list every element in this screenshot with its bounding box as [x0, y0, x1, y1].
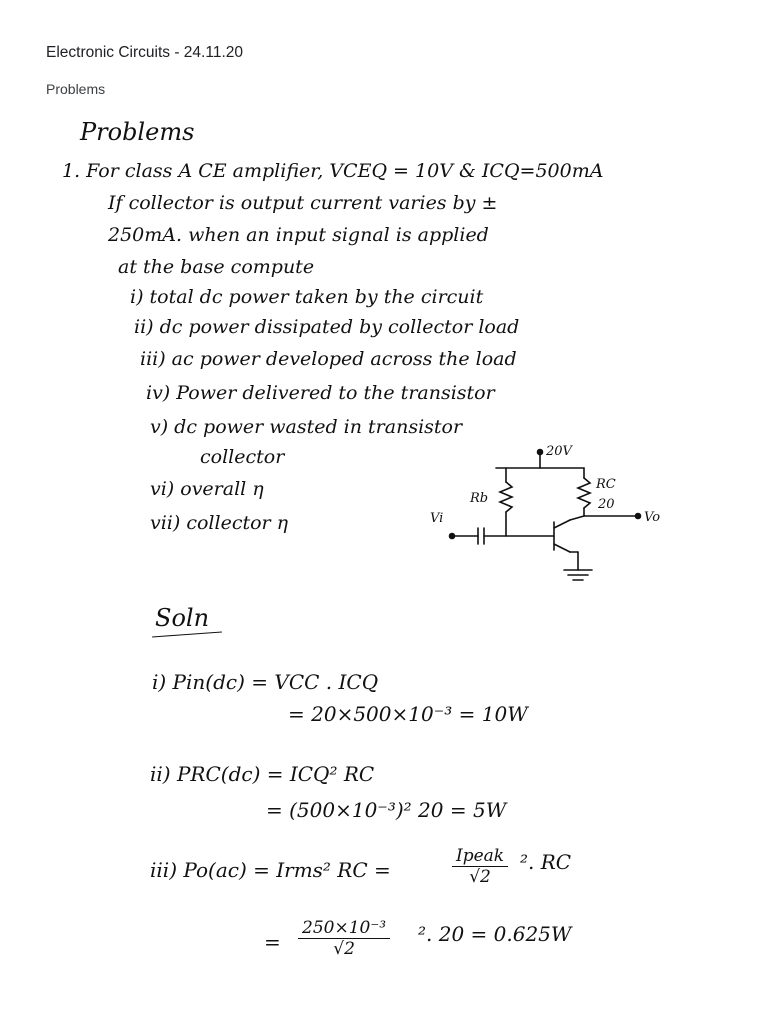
fraction-1-numerator: Ipeak: [452, 846, 508, 867]
problem-item-v: v) dc power wasted in transistor: [150, 416, 463, 438]
input-node: [450, 534, 455, 539]
ce-amplifier-circuit-diagram: [430, 440, 670, 600]
problem-item-ii: ii) dc power dissipated by collector load: [134, 316, 520, 338]
problem-line-4: at the base compute: [118, 256, 315, 278]
problem-line-1: 1. For class A CE amplifier, VCEQ = 10V & ICQ=500mA: [62, 160, 604, 182]
problem-line-2: If collector is output current varies by ±: [108, 192, 498, 214]
solution-heading: Soln: [155, 604, 210, 632]
solution-3-line-1-a: iii) Po(ac) = Irms² RC =: [150, 858, 391, 882]
input-label: Vi: [430, 511, 444, 526]
rb-resistor: [500, 482, 512, 512]
ipeak-over-root2-fraction: [452, 846, 508, 887]
rc-value: 20: [598, 497, 615, 512]
problem-item-vii: vii) collector η: [150, 512, 289, 534]
problem-item-v-cont: collector: [200, 446, 285, 468]
problem-item-vi: vi) overall η: [150, 478, 264, 500]
fraction-1-denominator: √2: [469, 867, 491, 887]
problem-line-3: 250mA. when an input signal is applied: [108, 224, 489, 246]
document-subtitle: Problems: [46, 81, 106, 97]
solution-heading-underline: [152, 632, 222, 638]
supply-label: 20V: [546, 444, 572, 459]
output-node: [636, 514, 641, 519]
solution-3-line-1-b: ². RC: [520, 850, 572, 874]
rc-resistor: [578, 478, 590, 508]
solution-2-line-2: = (500×10⁻³)² 20 = 5W: [266, 798, 507, 822]
fraction-2-numerator: 250×10⁻³: [298, 918, 390, 939]
problem-item-iv: iv) Power delivered to the transistor: [146, 382, 495, 404]
solution-3-line-2-eq: =: [264, 930, 281, 954]
notes-heading: Problems: [80, 118, 195, 146]
supply-node: [538, 450, 543, 455]
output-label: Vo: [644, 510, 661, 525]
rc-label: RC: [596, 477, 616, 492]
ipeak-value-fraction: [298, 918, 390, 959]
solution-1-line-1: i) Pin(dc) = VCC . ICQ: [152, 670, 379, 694]
transistor-collector: [554, 520, 570, 528]
fraction-2-denominator: √2: [333, 939, 355, 959]
transistor-emitter: [554, 544, 570, 552]
solution-3-line-2-b: ². 20 = 0.625W: [418, 922, 572, 946]
problem-item-i: i) total dc power taken by the circuit: [130, 286, 484, 308]
solution-2-line-1: ii) PRC(dc) = ICQ² RC: [150, 762, 375, 786]
problem-item-iii: iii) ac power developed across the load: [140, 348, 517, 370]
collector-lead: [570, 516, 584, 520]
solution-1-line-2: = 20×500×10⁻³ = 10W: [288, 702, 528, 726]
document-title: Electronic Circuits - 24.11.20: [46, 44, 243, 61]
rb-label: Rb: [470, 491, 489, 506]
